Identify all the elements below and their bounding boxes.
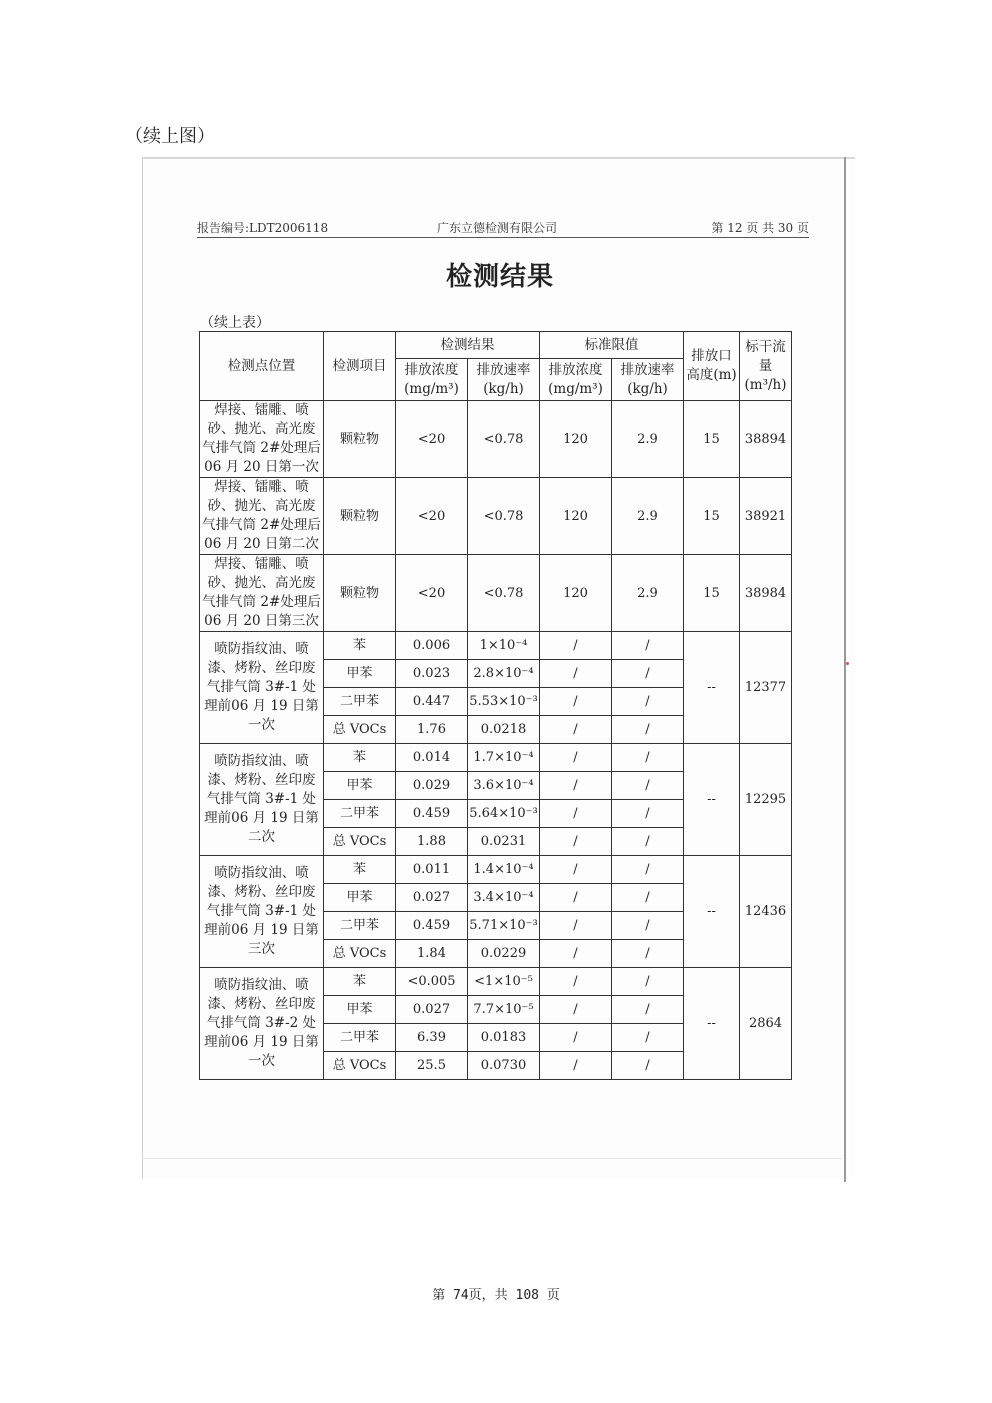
report-page-number: 第 12 页 共 30 页 <box>711 221 809 235</box>
conc-cell: 0.023 <box>396 660 468 688</box>
header-item: 检测项目 <box>324 332 396 401</box>
header-outlet-height: 排放口高度(m) <box>684 332 740 401</box>
flow-cell: 38984 <box>740 555 792 632</box>
conc-cell: 0.027 <box>396 884 468 912</box>
item-cell: 苯 <box>324 968 396 996</box>
limit-conc-cell: / <box>540 968 612 996</box>
header-flow: 标干流量(m³/h) <box>740 332 792 401</box>
rate-cell: 5.64×10⁻³ <box>468 800 540 828</box>
scan-edge <box>844 157 846 1182</box>
outlet-height-cell: 15 <box>684 555 740 632</box>
item-cell: 甲苯 <box>324 660 396 688</box>
limit-rate-cell: / <box>612 744 684 772</box>
flow-cell: 38894 <box>740 401 792 478</box>
limit-conc-cell: / <box>540 940 612 968</box>
conc-cell: <0.005 <box>396 968 468 996</box>
limit-conc-cell: / <box>540 688 612 716</box>
flow-cell: 2864 <box>740 968 792 1080</box>
location-cell: 焊接、镭雕、喷砂、抛光、高光废气排气筒 2#处理后06 月 20 日第一次 <box>200 401 324 478</box>
rate-cell: 3.6×10⁻⁴ <box>468 772 540 800</box>
flow-cell: 12377 <box>740 632 792 744</box>
location-cell: 喷防指纹油、喷漆、烤粉、丝印废气排气筒 3#-1 处理前06 月 19 日第三次 <box>200 856 324 968</box>
rate-cell: 5.71×10⁻³ <box>468 912 540 940</box>
limit-conc-cell: / <box>540 828 612 856</box>
limit-rate-cell: 2.9 <box>612 401 684 478</box>
limit-rate-cell: / <box>612 688 684 716</box>
conc-cell: 1.84 <box>396 940 468 968</box>
rate-cell: <0.78 <box>468 555 540 632</box>
location-cell: 焊接、镭雕、喷砂、抛光、高光废气排气筒 2#处理后06 月 20 日第三次 <box>200 555 324 632</box>
limit-rate-cell: / <box>612 856 684 884</box>
outlet-height-cell: 15 <box>684 478 740 555</box>
conc-cell: 25.5 <box>396 1052 468 1080</box>
header-result-group: 检测结果 <box>396 332 540 359</box>
item-cell: 二甲苯 <box>324 688 396 716</box>
scan-bottom-line <box>142 1158 842 1159</box>
rate-cell: 0.0183 <box>468 1024 540 1052</box>
outlet-height-cell: -- <box>684 632 740 744</box>
flow-cell: 12295 <box>740 744 792 856</box>
conc-cell: 0.014 <box>396 744 468 772</box>
outlet-height-cell: 15 <box>684 401 740 478</box>
limit-rate-cell: / <box>612 800 684 828</box>
location-cell: 喷防指纹油、喷漆、烤粉、丝印废气排气筒 3#-1 处理前06 月 19 日第二次 <box>200 744 324 856</box>
limit-conc-cell: / <box>540 996 612 1024</box>
limit-conc-cell: 120 <box>540 478 612 555</box>
rate-cell: 0.0218 <box>468 716 540 744</box>
limit-rate-cell: / <box>612 968 684 996</box>
item-cell: 总 VOCs <box>324 828 396 856</box>
table-row <box>200 632 792 660</box>
header-limit-rate: 排放速率(kg/h) <box>612 359 684 401</box>
item-cell: 颗粒物 <box>324 401 396 478</box>
limit-conc-cell: / <box>540 632 612 660</box>
header-limit-conc: 排放浓度(mg/m³) <box>540 359 612 401</box>
report-number: 报告编号:LDT2006118 <box>197 221 329 235</box>
item-cell: 甲苯 <box>324 996 396 1024</box>
rate-cell: 0.0231 <box>468 828 540 856</box>
table-row <box>200 401 792 478</box>
limit-rate-cell: 2.9 <box>612 555 684 632</box>
rate-cell: <0.78 <box>468 401 540 478</box>
conc-cell: 0.006 <box>396 632 468 660</box>
limit-rate-cell: / <box>612 884 684 912</box>
rate-cell: 1.7×10⁻⁴ <box>468 744 540 772</box>
item-cell: 二甲苯 <box>324 912 396 940</box>
limit-rate-cell: / <box>612 716 684 744</box>
item-cell: 颗粒物 <box>324 555 396 632</box>
limit-rate-cell: 2.9 <box>612 478 684 555</box>
rate-cell: 5.53×10⁻³ <box>468 688 540 716</box>
table-row <box>200 478 792 555</box>
conc-cell: 0.459 <box>396 912 468 940</box>
limit-conc-cell: / <box>540 800 612 828</box>
conc-cell: 0.027 <box>396 996 468 1024</box>
limit-conc-cell: 120 <box>540 555 612 632</box>
limit-conc-cell: / <box>540 1052 612 1080</box>
conc-cell: <20 <box>396 401 468 478</box>
conc-cell: 0.459 <box>396 800 468 828</box>
results-table <box>199 331 792 1080</box>
limit-conc-cell: / <box>540 744 612 772</box>
limit-conc-cell: / <box>540 1024 612 1052</box>
continued-label: （续上表） <box>200 315 270 331</box>
limit-conc-cell: / <box>540 912 612 940</box>
conc-cell: 0.011 <box>396 856 468 884</box>
item-cell: 苯 <box>324 744 396 772</box>
flow-cell: 12436 <box>740 856 792 968</box>
company-name: 广东立德检测有限公司 <box>437 221 558 235</box>
item-cell: 总 VOCs <box>324 940 396 968</box>
outlet-height-cell: -- <box>684 968 740 1080</box>
results-body <box>200 401 792 1080</box>
outlet-height-cell: -- <box>684 856 740 968</box>
item-cell: 苯 <box>324 856 396 884</box>
limit-conc-cell: / <box>540 660 612 688</box>
limit-rate-cell: / <box>612 1052 684 1080</box>
rate-cell: 2.8×10⁻⁴ <box>468 660 540 688</box>
rate-cell: 1×10⁻⁴ <box>468 632 540 660</box>
location-cell: 喷防指纹油、喷漆、烤粉、丝印废气排气筒 3#-2 处理前06 月 19 日第一次 <box>200 968 324 1080</box>
item-cell: 总 VOCs <box>324 1052 396 1080</box>
limit-conc-cell: / <box>540 884 612 912</box>
outer-caption: （续上图） <box>125 126 215 147</box>
conc-cell: 0.029 <box>396 772 468 800</box>
rate-cell: 1.4×10⁻⁴ <box>468 856 540 884</box>
header-location: 检测点位置 <box>200 332 324 401</box>
rate-cell: 0.0730 <box>468 1052 540 1080</box>
conc-cell: 0.447 <box>396 688 468 716</box>
outlet-height-cell: -- <box>684 744 740 856</box>
limit-rate-cell: / <box>612 660 684 688</box>
limit-conc-cell: / <box>540 856 612 884</box>
item-cell: 甲苯 <box>324 772 396 800</box>
item-cell: 颗粒物 <box>324 478 396 555</box>
red-mark <box>846 662 849 665</box>
header-rate: 排放速率(kg/h) <box>468 359 540 401</box>
table-row <box>200 856 792 884</box>
limit-rate-cell: / <box>612 996 684 1024</box>
conc-cell: 1.88 <box>396 828 468 856</box>
item-cell: 苯 <box>324 632 396 660</box>
table-row <box>200 968 792 996</box>
limit-rate-cell: / <box>612 828 684 856</box>
item-cell: 二甲苯 <box>324 1024 396 1052</box>
limit-rate-cell: / <box>612 632 684 660</box>
flow-cell: 38921 <box>740 478 792 555</box>
item-cell: 二甲苯 <box>324 800 396 828</box>
rate-cell: 3.4×10⁻⁴ <box>468 884 540 912</box>
item-cell: 总 VOCs <box>324 716 396 744</box>
report-header <box>197 219 809 238</box>
rate-cell: <0.78 <box>468 478 540 555</box>
header-limit-group: 标准限值 <box>540 332 684 359</box>
item-cell: 甲苯 <box>324 884 396 912</box>
limit-conc-cell: 120 <box>540 401 612 478</box>
conc-cell: <20 <box>396 555 468 632</box>
rate-cell: 7.7×10⁻⁵ <box>468 996 540 1024</box>
header-conc: 排放浓度(mg/m³) <box>396 359 468 401</box>
limit-rate-cell: / <box>612 940 684 968</box>
location-cell: 焊接、镭雕、喷砂、抛光、高光废气排气筒 2#处理后06 月 20 日第二次 <box>200 478 324 555</box>
rate-cell: <1×10⁻⁵ <box>468 968 540 996</box>
document-title: 检测结果 <box>445 262 554 292</box>
conc-cell: 6.39 <box>396 1024 468 1052</box>
conc-cell: <20 <box>396 478 468 555</box>
limit-conc-cell: / <box>540 772 612 800</box>
limit-rate-cell: / <box>612 772 684 800</box>
limit-rate-cell: / <box>612 1024 684 1052</box>
conc-cell: 1.76 <box>396 716 468 744</box>
rate-cell: 0.0229 <box>468 940 540 968</box>
table-row <box>200 744 792 772</box>
page-footer: 第 74页，共 108 页 <box>432 1288 560 1303</box>
location-cell: 喷防指纹油、喷漆、烤粉、丝印废气排气筒 3#-1 处理前06 月 19 日第一次 <box>200 632 324 744</box>
limit-rate-cell: / <box>612 912 684 940</box>
table-row <box>200 555 792 632</box>
limit-conc-cell: / <box>540 716 612 744</box>
